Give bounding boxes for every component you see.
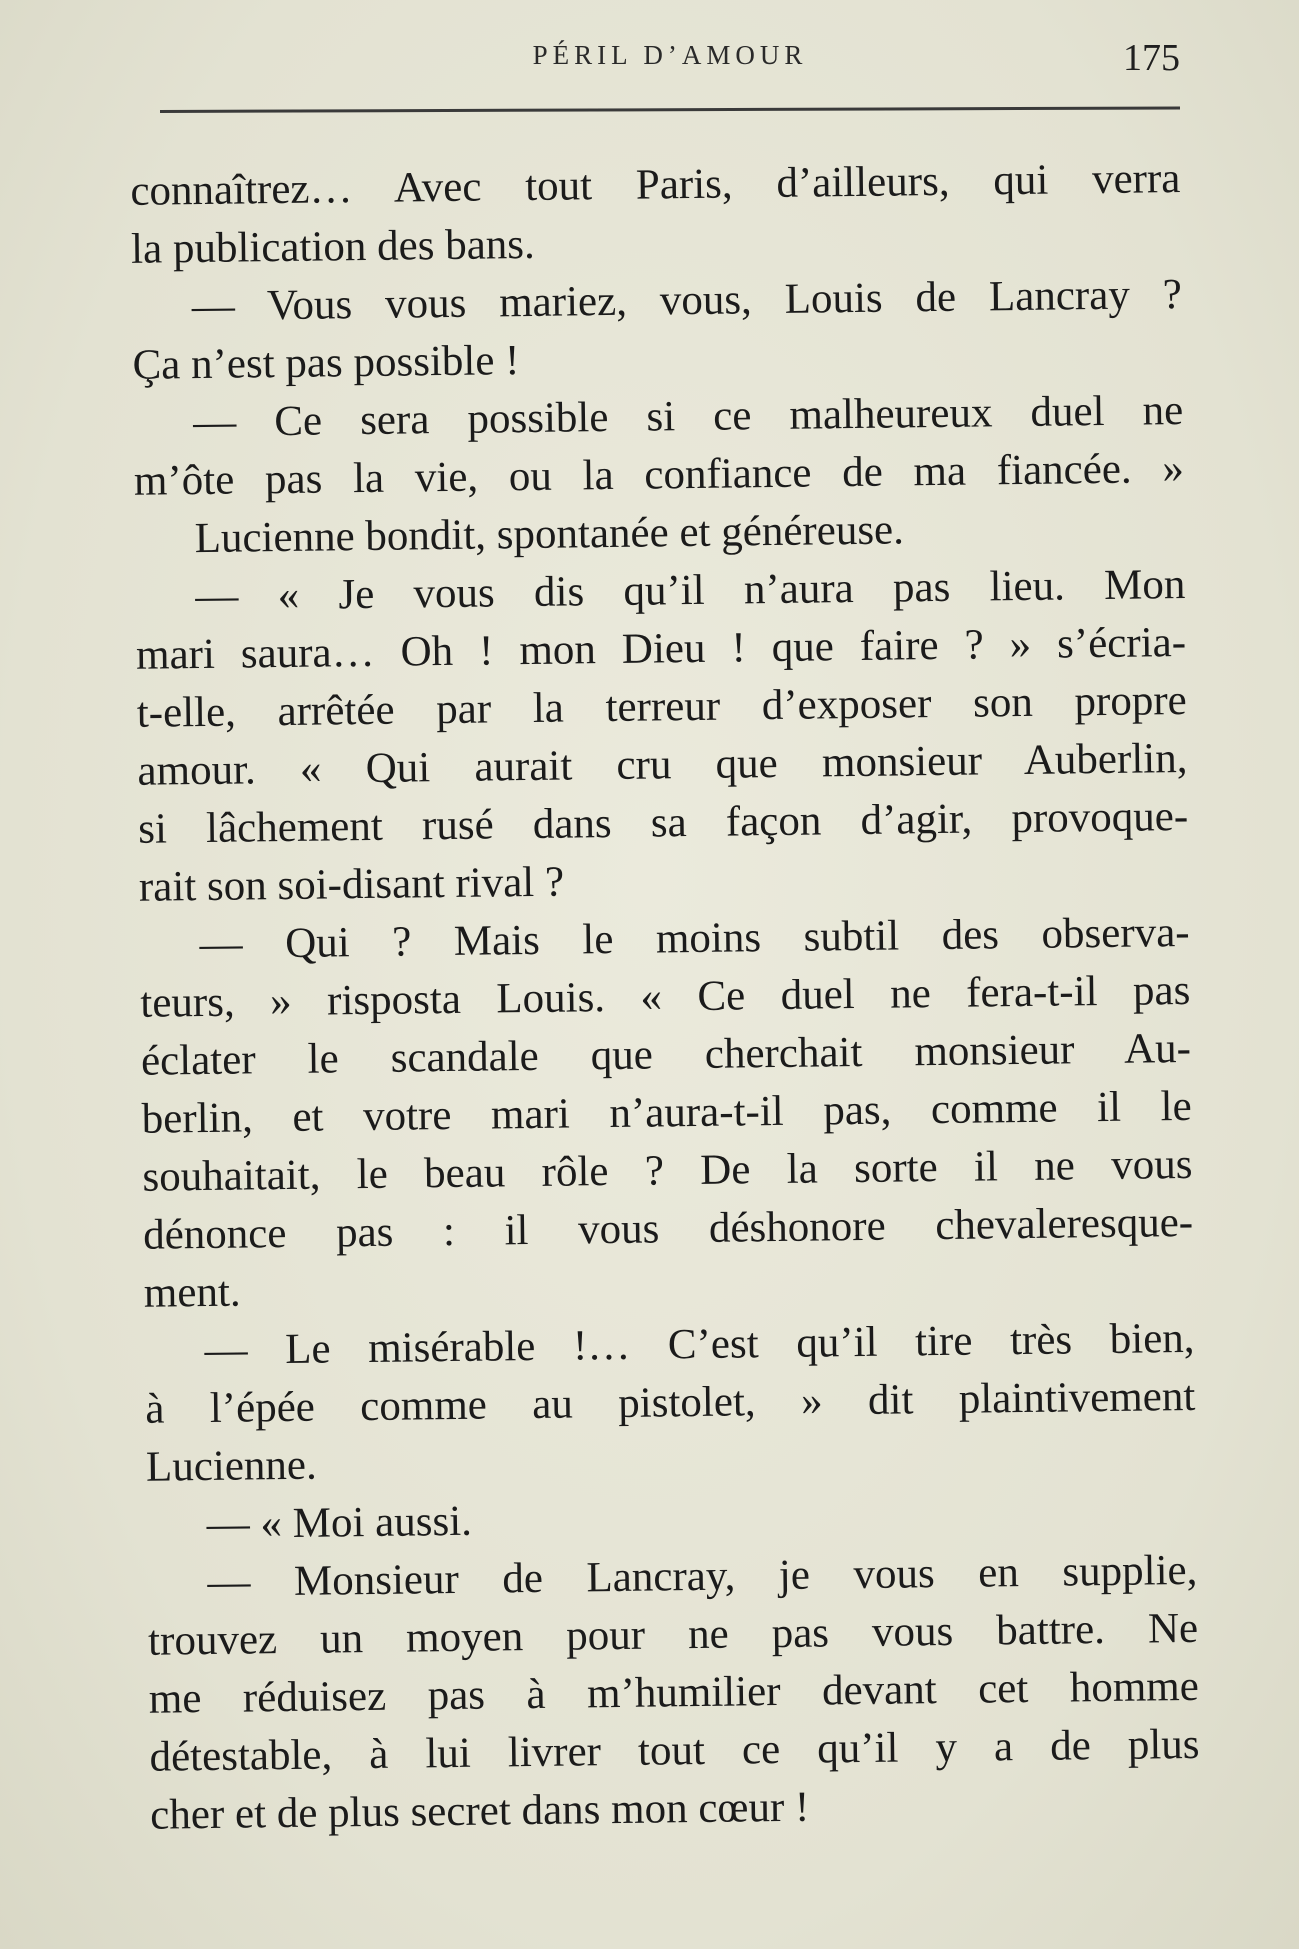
text-line: souhaitait, le beau rôle ? De la sorte il ne vous [142, 1140, 1193, 1201]
running-head [160, 36, 1180, 79]
text-line: dénonce pas : il vous déshonore chevaleresque- [142, 1198, 1194, 1259]
text-line: — « Moi aussi. [206, 1497, 473, 1548]
text-line: rait son soi-disant rival ? [138, 858, 565, 911]
page-number: 175 [1123, 37, 1180, 79]
text-line: ment. [143, 1268, 241, 1317]
text-line: trouvez un moyen pour ne pas vous battre. Ne [147, 1604, 1199, 1665]
text-line: me réduisez pas à m’humilier devant cet homme [148, 1662, 1200, 1723]
text-line: t-elle, arrêtée par la terreur d’exposer son propre [136, 676, 1188, 737]
text-line: connaîtrez… Avec tout Paris, d’ailleurs, qui verra [130, 154, 1181, 215]
text-line: à l’épée comme au pistolet, » dit plaintivement [145, 1372, 1196, 1433]
text-line: si lâchement rusé dans sa façon d’agir, provoque- [137, 792, 1189, 853]
text-line: m’ôte pas la vie, ou la confiance de ma fiancée. » [133, 444, 1185, 505]
text-line: amour. « Qui aurait cru que monsieur Auberlin, [137, 734, 1188, 795]
text-line: — Le misérable !… C’est qu’il tire très bien, [204, 1314, 1195, 1375]
text-line: berlin, et votre mari n’aura-t-il pas, comme il le [141, 1082, 1192, 1143]
text-line: — Ce sera possible si ce malheureux duel ne [192, 386, 1184, 447]
text-line: Lucienne. [145, 1441, 318, 1491]
text-line: — Vous vous mariez, vous, Louis de Lancray ? [191, 270, 1183, 331]
body-text [130, 150, 1200, 1845]
text-line: éclater le scandale que cherchait monsieur Au- [140, 1024, 1192, 1085]
text-line: détestable, à lui livrer tout ce qu’il y a de plus [149, 1720, 1200, 1781]
text-line: — Monsieur de Lancray, je vous en supplie, [207, 1546, 1198, 1606]
text-line: la publication des bans. [130, 220, 536, 273]
text-line: teurs, » risposta Louis. « Ce duel ne fera-t-il pas [140, 966, 1191, 1027]
text-line: Lucienne bondit, spontanée et généreuse. [194, 506, 905, 563]
text-line: — Qui ? Mais le moins subtil des observa- [199, 908, 1190, 969]
running-title: PÉRIL D’AMOUR [532, 40, 808, 70]
text-line: — « Je vous dis qu’il n’aura pas lieu. Mon [195, 560, 1186, 621]
header-rule [160, 106, 1180, 113]
text-line: Ça n’est pas possible ! [132, 337, 520, 389]
text-line: cher et de plus secret dans mon cœur ! [149, 1783, 810, 1839]
text-line: mari saura… Oh ! mon Dieu ! que faire ? » s’écria- [135, 618, 1187, 679]
